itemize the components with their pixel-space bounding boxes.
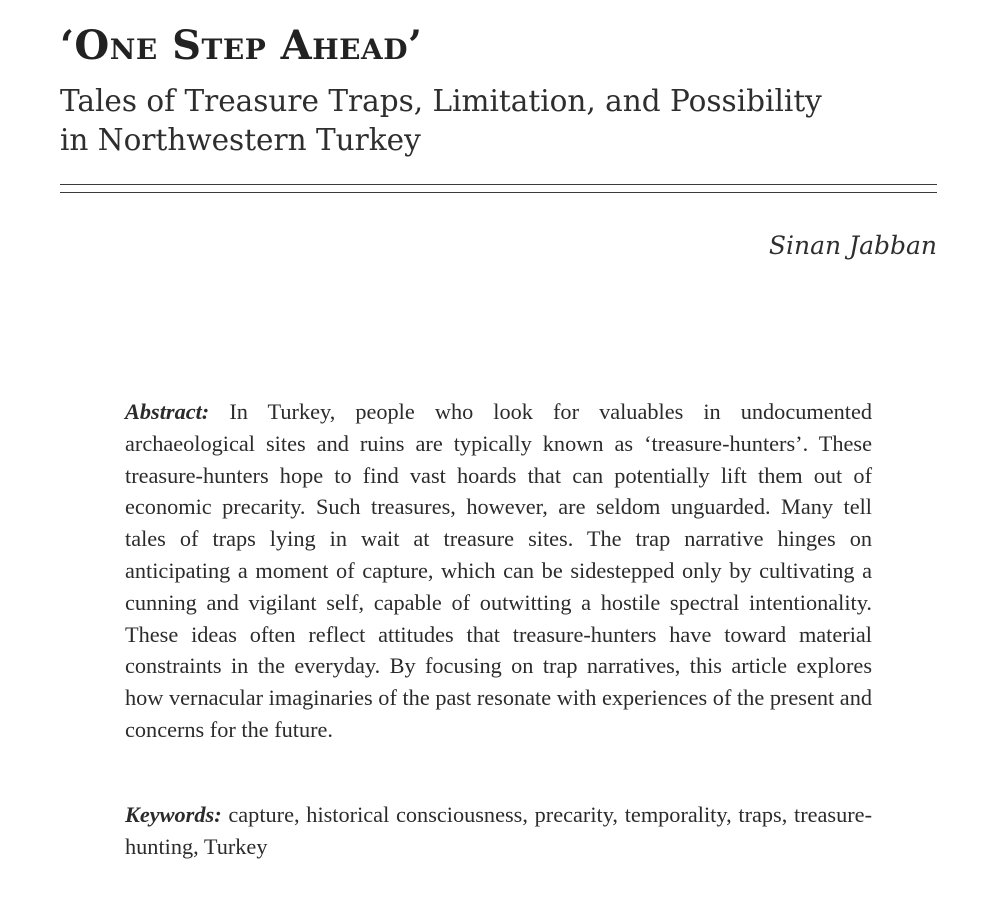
keywords-text: capture, historical consciousness, precarity, temporality, traps, treasure-hunting, Turkey bbox=[125, 802, 873, 859]
title-rule-bottom bbox=[60, 192, 937, 193]
article-subtitle bbox=[60, 82, 960, 160]
abstract-paragraph bbox=[125, 396, 872, 746]
subtitle-line-1: Tales of Treasure Traps, Limitation, and Possibility bbox=[60, 84, 822, 118]
author-name: Sinan Jabban bbox=[768, 231, 937, 260]
subtitle-line-2: in Northwestern Turkey bbox=[60, 123, 421, 157]
title-rule-top bbox=[60, 184, 937, 185]
keywords-paragraph bbox=[125, 799, 872, 863]
abstract-text: In Turkey, people who look for valuables in undocumented archaeological sites and ruins are typically known as ‘treasure-hunters’. These treasure-hunters hope to find vast hoards that can potentially lift them out of economic precarity. Such treasures, however, are seldom unguarded. Many tell tales of traps lying in wait at treasure sites. The trap narrative hinges on anticipating a moment of capture, which can be sidestepped only by cultivating a cunning and vigilant self, capable of outwitting a hostile spectral intentionality. These ideas often reflect attitudes that treasure-hunters have toward material constraints in the everyday. By focusing on trap narratives, this article explores how vernacular imaginaries of the past resonate with experiences of the present and concerns for the future. bbox=[125, 399, 873, 742]
article-title: ‘One Step Ahead’ bbox=[60, 22, 423, 69]
abstract-label: Abstract: bbox=[125, 399, 210, 424]
keywords-label: Keywords: bbox=[125, 802, 222, 827]
